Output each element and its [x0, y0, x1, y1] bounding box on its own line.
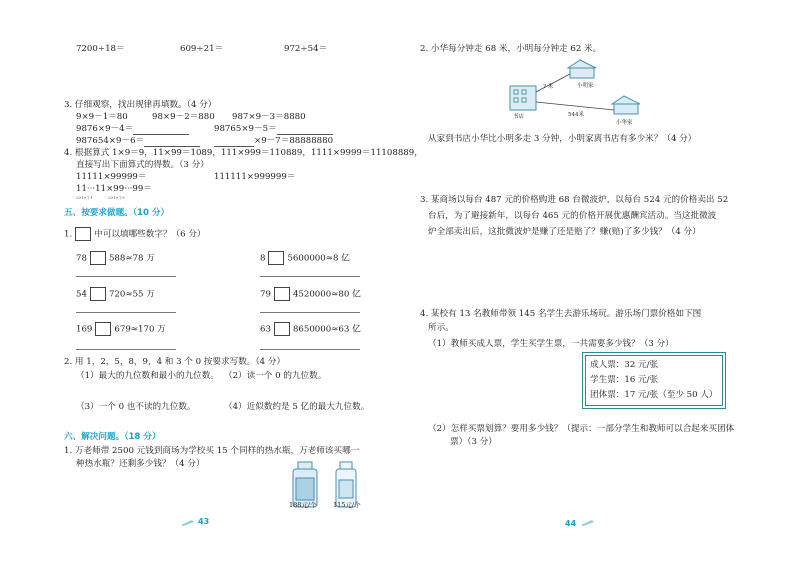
- q5-2-d: （4）近似数约是 5 亿的最大九位数。: [224, 402, 370, 412]
- answer-line: [76, 276, 176, 277]
- r-q4-b-line-2: 票）（3 分）: [450, 437, 497, 447]
- division-3: 972÷54＝: [284, 44, 328, 54]
- r-q3-line-3: 炉全部卖出后，这批微波炉是赚了还是赔了？赚(赔)了多少钱？（4 分）: [428, 227, 701, 237]
- q4-line-1: 4. 根据算式 1×9＝9，11×99＝1089，111×999＝110889，1111×9999＝11108889，: [64, 148, 423, 158]
- approx-3: 54 720≈55 万: [76, 287, 155, 301]
- r-q4-line-1: 4. 某校有 13 名教师带领 145 名学生去游乐场玩。游乐场门票价格如下图: [420, 309, 702, 319]
- answer-line: [260, 349, 360, 350]
- ticket-price-board: [582, 352, 726, 409]
- r-q4-line-2: 所示。: [428, 323, 454, 333]
- distance-544: 544米: [568, 112, 584, 118]
- q3-eq-4: 9876×9－4＝: [76, 124, 189, 135]
- q3-eq-7: ×9－7＝88888880: [214, 136, 333, 147]
- approx-6: 63 8650000≈63 亿: [260, 322, 361, 336]
- r-q3-line-2: 台后，为了避接新年，以每台 465 元的价格开展优惠酬宾活动。当这批微波: [428, 211, 717, 221]
- house-icon: [568, 60, 596, 78]
- price-adult: 成人票：32 元/张: [590, 360, 659, 370]
- building-icon: [510, 86, 536, 110]
- q4-expr-3: 11···11×99···99＝: [76, 184, 152, 194]
- answer-blank[interactable]: [133, 125, 189, 135]
- q6-1-line-2: 种热水瓶？还剩多少钱？（4 分）: [76, 459, 205, 469]
- answer-line: [76, 312, 176, 313]
- q3-eq-3: 987×9－3＝8880: [232, 112, 306, 122]
- distance-unknown: ? 米: [543, 84, 554, 90]
- q6-1-line-1: 1. 万老师带 2500 元钱到商场为学校买 15 个同样的热水瓶，万老师该买哪一: [64, 446, 360, 456]
- q3-eq-1: 9×9－1＝80: [76, 112, 128, 122]
- page-decoration-icon: [580, 519, 596, 527]
- answer-blank[interactable]: [277, 125, 333, 135]
- r-q3-line-1: 3. 某商场以每台 487 元的价格购进 68 台微波炉，以每台 524 元的价格卖出 52: [420, 195, 729, 205]
- division-1: 7200÷18＝: [76, 44, 125, 54]
- r-q4-a: （1）教师买成人票，学生买学生票，一共需要多少钱？（3 分）: [428, 339, 674, 349]
- q3-eq-5: 98765×9－5＝: [214, 124, 333, 135]
- q4-line-2: 直接写出下面算式的得数。（3 分）: [76, 160, 209, 170]
- answer-line: [76, 349, 176, 350]
- r-q2-question: 从家到书店小华比小明多走 3 分钟，小明家离书店有多少米？（4 分）: [428, 134, 697, 144]
- q5-2-c: （3）一个 0 也不读的九位数。: [76, 402, 196, 412]
- section-5-title: 五、按要求做题。（10 分）: [64, 208, 170, 218]
- r-q4-b-line-1: （2）怎样买票划算？要用多少钱？（提示：一部分学生和教师可以合起来买团体: [428, 424, 735, 434]
- q5-1-title: 1. 中可以填哪些数字？（6 分）: [64, 227, 206, 241]
- label-bookstore: 书店: [513, 114, 525, 120]
- q5-2-a: （1）最大的九位数和最小的九位数。: [76, 371, 219, 381]
- price-2: 115元/个: [333, 501, 361, 509]
- digit-box[interactable]: [90, 287, 106, 301]
- division-2: 609÷21＝: [180, 44, 224, 54]
- answer-blank[interactable]: [144, 137, 200, 147]
- q4-expr-1: 11111×99999＝: [76, 172, 147, 182]
- digit-box[interactable]: [90, 251, 106, 265]
- r-q2-title: 2. 小华每分钟走 68 米，小明每分钟走 62 米。: [420, 44, 602, 54]
- q5-2-b: （2）读一个 0 的九位数。: [224, 371, 327, 381]
- section-6-title: 六、解决问题。（18 分）: [64, 432, 161, 442]
- thermos-illustration: [290, 460, 370, 524]
- right-page: [400, 0, 800, 585]
- approx-1: 78 588≈78 万: [76, 251, 155, 265]
- page-number: 43: [198, 517, 210, 526]
- q4-note-2: 2019个9: [108, 195, 125, 200]
- price-student: 学生票：16 元/张: [590, 375, 659, 385]
- digit-box: [75, 227, 91, 241]
- q3-title: 3. 仔细观察，找出规律再填数。（4 分）: [64, 100, 217, 110]
- page-decoration-icon: [180, 519, 196, 527]
- q5-2-title: 2. 用 1，2，5，8，9，4 和 3 个 0 按要求写数。（4 分）: [64, 357, 286, 367]
- digit-box[interactable]: [274, 322, 290, 336]
- price-1: 188元/个: [289, 501, 317, 509]
- digit-box[interactable]: [268, 251, 284, 265]
- page-number: 44: [565, 519, 577, 528]
- approx-5: 169 679≈170 万: [76, 322, 166, 336]
- price-group: 团体票：17 元/张（至少 50 人）: [590, 390, 718, 400]
- digit-box[interactable]: [95, 322, 111, 336]
- answer-line: [260, 312, 360, 313]
- q4-note-1: 2019个1: [76, 195, 93, 200]
- house-icon: [612, 96, 640, 114]
- q3-eq-6: 987654×9－6＝: [76, 136, 200, 147]
- q4-expr-2: 111111×999999＝: [214, 172, 296, 182]
- digit-box[interactable]: [274, 287, 290, 301]
- approx-2: 8 5600000≈8 亿: [260, 251, 350, 265]
- label-xiaohua-home: 小华家: [616, 120, 633, 126]
- q3-eq-2: 98×9－2＝880: [152, 112, 215, 122]
- answer-blank[interactable]: [214, 137, 254, 147]
- label-xiaoming-home: 小明家: [577, 83, 594, 89]
- answer-line: [260, 276, 360, 277]
- approx-4: 79 4520000≈80 亿: [260, 287, 361, 301]
